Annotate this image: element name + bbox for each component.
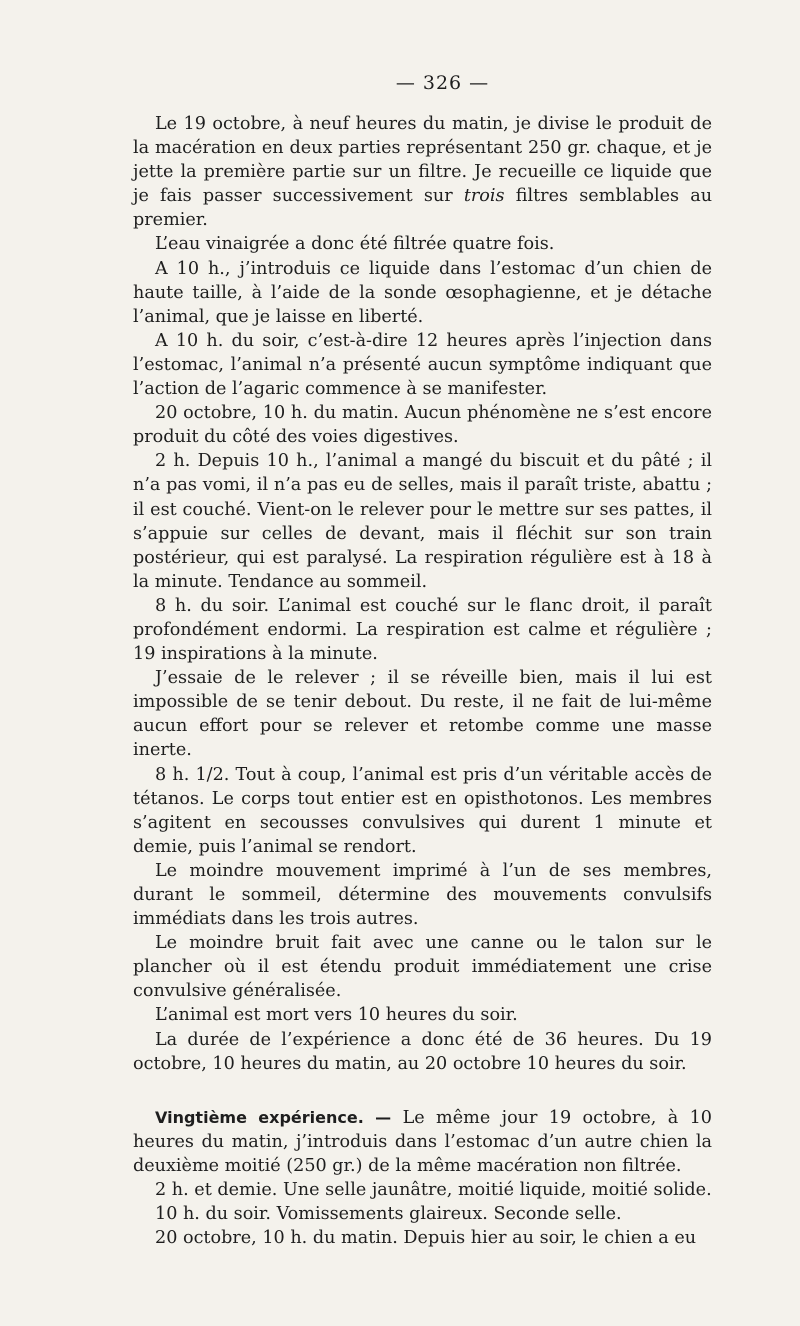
paragraph-2h: 2 h. Depuis 10 h., l’animal a mangé du biscuit et du pâté ; il n’a pas vomi, il n’a pas eu de selles, mais il paraît triste, abattu ; il est couché. Vient-on le relever pour le mettre sur ses pattes, il s’appuie sur celles de devant, mais il fléchit sur son train postérieur, qui est paralysé. La respiration régulière est à 18 à la minute. Tendance au sommeil. <box>133 451 712 592</box>
paragraph-duree: La durée de l’expérience a donc été de 36 heures. Du 19 octobre, 10 heures du matin, au 20 octobre 10 heures du soir. <box>133 1029 712 1074</box>
page-number: — 326 — <box>395 72 490 94</box>
paragraph-2h-demie: 2 h. et demie. Une selle jaunâtre, moitié liquide, moitié solide. <box>155 1180 712 1201</box>
paragraph-filtration-text: Le 19 octobre, à neuf heures du matin, je divise le produit de la macération en deux parties représentant 250 gr. chaque, et je jette la première partie sur un filtre. Je recueille ce liquide que je fais passer successivement sur <box>133 114 712 207</box>
paragraph-injection: A 10 h., j’introduis ce liquide dans l’estomac d’un chien de haute taille, à l’aide de la sonde œsophagienne, et je détache l’animal, que je laisse en liberté. <box>133 258 712 327</box>
paragraph-bruit: Le moindre bruit fait avec une canne ou le talon sur le plancher où il est étendu produit immédiatement une crise convulsive généralisée. <box>133 933 712 1002</box>
paragraph-vingtieme <box>133 1106 712 1178</box>
section-heading: Vingtième expérience. — <box>155 1107 392 1127</box>
paragraph-vinegar: L’eau vinaigrée a donc été filtrée quatre fois. <box>155 234 555 255</box>
paragraph-evening: A 10 h. du soir, c’est-à-dire 12 heures après l’injection dans l’estomac, l’animal n’a présenté aucun symptôme indiquant que l’action de l’agaric commence à se manifester. <box>133 330 712 400</box>
paragraph-mouvement: Le moindre mouvement imprimé à l’un de ses membres, durant le sommeil, détermine des mouvements convulsifs immédiats dans les trois autres. <box>133 860 712 930</box>
paragraph-tetanos: 8 h. 1/2. Tout à coup, l’animal est pris d’un véritable accès de tétanos. Le corps tout entier est en opisthotonos. Les membres s’agitent en secousses convulsives qui durent 1 minute et demie, puis l’animal se rendort. <box>133 764 712 857</box>
section-gap <box>133 1076 712 1106</box>
paragraph-8h: 8 h. du soir. L’animal est couché sur le flanc droit, il paraît profondément endormi. La respiration est calme et régulière ; 19 inspirations à la minute. <box>133 595 712 665</box>
paragraph-filtration <box>133 112 712 232</box>
paragraph-10h-soir: 10 h. du soir. Vomissements glaireux. Seconde selle. <box>155 1204 622 1225</box>
italic-trois: trois <box>463 186 505 207</box>
paragraph-oct20-morning: 20 octobre, 10 h. du matin. Aucun phénomène ne s’est encore produit du côté des voies digestives. <box>133 403 712 448</box>
paragraph-mort: L’animal est mort vers 10 heures du soir. <box>155 1005 518 1026</box>
paragraph-vingtieme-text: Le même jour 19 octobre, à 10 heures du matin, j’introduis dans l’estomac d’un autre chien la deuxième moitié (250 gr.) de la même macération non filtrée. <box>133 1107 712 1176</box>
paragraph-filtration-end: filtres semblables au premier. <box>133 186 713 231</box>
paragraph-relever: J’essaie de le relever ; il se réveille bien, mais il lui est impossible de se tenir debout. Du reste, il ne fait de lui-même aucun effort pour se relever et retombe comme une masse inerte. <box>133 668 712 761</box>
paragraph-oct20-last: 20 octobre, 10 h. du matin. Depuis hier au soir, le chien a eu <box>155 1228 697 1249</box>
